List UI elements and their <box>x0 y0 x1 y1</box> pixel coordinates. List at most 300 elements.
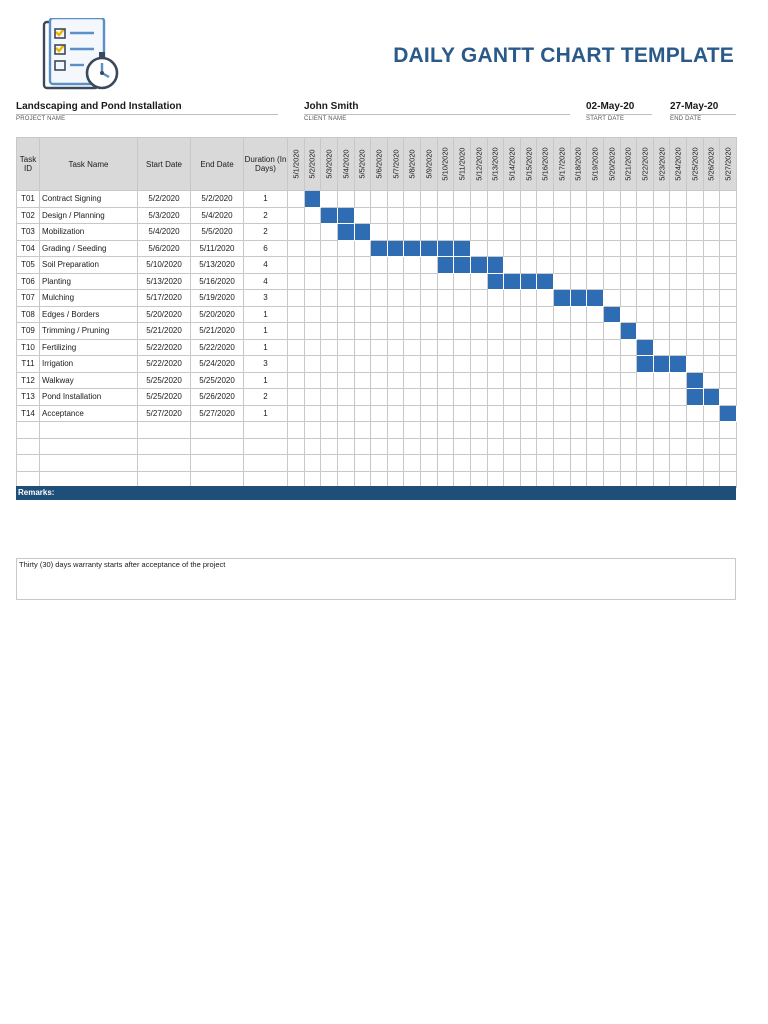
gantt-cell <box>687 273 704 290</box>
gantt-cell <box>437 191 454 208</box>
task-start-date: 5/17/2020 <box>138 290 191 307</box>
gantt-cell <box>620 339 637 356</box>
gantt-cell <box>321 389 338 406</box>
task-duration: 1 <box>244 191 288 208</box>
gantt-cell <box>470 323 487 340</box>
table-row[interactable] <box>17 323 737 340</box>
gantt-cell <box>687 455 704 472</box>
gantt-cell <box>504 455 521 472</box>
gantt-cell <box>387 191 404 208</box>
table-row[interactable] <box>17 372 737 389</box>
gantt-cell <box>337 323 354 340</box>
gantt-cell <box>288 273 305 290</box>
gantt-cell <box>337 438 354 455</box>
gantt-cell <box>603 356 620 373</box>
gantt-cell <box>537 372 554 389</box>
gantt-cell <box>487 306 504 323</box>
gantt-cell <box>288 191 305 208</box>
gantt-cell <box>504 207 521 224</box>
gantt-bar-cell <box>437 240 454 257</box>
gantt-cell <box>554 273 571 290</box>
gantt-cell <box>354 389 371 406</box>
gantt-cell <box>653 273 670 290</box>
empty-cell <box>138 422 191 439</box>
date-header <box>487 138 504 191</box>
gantt-cell <box>371 455 388 472</box>
gantt-cell <box>670 438 687 455</box>
gantt-cell <box>404 257 421 274</box>
empty-row[interactable] <box>17 455 737 472</box>
task-id: T07 <box>17 290 40 307</box>
date-header-label: 5/18/2020 <box>573 147 583 181</box>
gantt-cell <box>387 372 404 389</box>
gantt-cell <box>321 372 338 389</box>
gantt-cell <box>454 372 471 389</box>
gantt-cell <box>470 339 487 356</box>
gantt-cell <box>670 339 687 356</box>
gantt-cell <box>321 422 338 439</box>
date-header-label: 5/7/2020 <box>391 149 401 179</box>
gantt-cell <box>670 422 687 439</box>
gantt-cell <box>520 191 537 208</box>
task-end-date: 5/13/2020 <box>191 257 244 274</box>
project-name-field[interactable] <box>16 101 278 122</box>
gantt-cell <box>703 455 720 472</box>
gantt-cell <box>387 224 404 241</box>
gantt-cell <box>470 389 487 406</box>
table-row[interactable] <box>17 240 737 257</box>
gantt-cell <box>703 191 720 208</box>
gantt-cell <box>653 389 670 406</box>
date-header-label: 5/11/2020 <box>457 147 467 181</box>
gantt-cell <box>387 455 404 472</box>
gantt-cell <box>637 422 654 439</box>
gantt-cell <box>454 191 471 208</box>
gantt-cell <box>703 257 720 274</box>
gantt-cell <box>554 422 571 439</box>
date-header <box>720 138 737 191</box>
gantt-cell <box>720 290 737 307</box>
table-row[interactable] <box>17 389 737 406</box>
task-id: T08 <box>17 306 40 323</box>
gantt-cell <box>354 372 371 389</box>
gantt-cell <box>687 240 704 257</box>
task-id: T05 <box>17 257 40 274</box>
gantt-bar-cell <box>404 240 421 257</box>
remarks-header: Remarks: <box>16 486 736 500</box>
remarks-field[interactable]: Thirty (30) days warranty starts after acceptance of the project <box>16 558 736 600</box>
task-end-date: 5/21/2020 <box>191 323 244 340</box>
task-id: T12 <box>17 372 40 389</box>
empty-cell <box>244 422 288 439</box>
empty-cell <box>17 455 40 472</box>
gantt-cell <box>487 372 504 389</box>
table-row[interactable] <box>17 306 737 323</box>
gantt-bar-cell <box>321 207 338 224</box>
gantt-cell <box>603 438 620 455</box>
gantt-cell <box>337 405 354 422</box>
date-header <box>587 138 604 191</box>
date-header <box>520 138 537 191</box>
gantt-cell <box>520 224 537 241</box>
gantt-cell <box>354 438 371 455</box>
gantt-cell <box>620 240 637 257</box>
gantt-cell <box>437 224 454 241</box>
gantt-cell <box>653 257 670 274</box>
gantt-cell <box>304 207 321 224</box>
client-name-field[interactable] <box>304 101 570 122</box>
gantt-cell <box>603 323 620 340</box>
gantt-cell <box>354 191 371 208</box>
table-row[interactable] <box>17 290 737 307</box>
gantt-cell <box>637 224 654 241</box>
gantt-cell <box>337 339 354 356</box>
gantt-cell <box>620 257 637 274</box>
date-header-label: 5/3/2020 <box>324 149 334 179</box>
gantt-bar-cell <box>371 240 388 257</box>
gantt-cell <box>354 257 371 274</box>
gantt-cell <box>321 224 338 241</box>
task-duration: 3 <box>244 290 288 307</box>
gantt-cell <box>321 455 338 472</box>
date-header-label: 5/8/2020 <box>407 149 417 179</box>
gantt-cell <box>487 339 504 356</box>
gantt-cell <box>437 356 454 373</box>
gantt-cell <box>703 240 720 257</box>
gantt-cell <box>554 191 571 208</box>
gantt-cell <box>520 207 537 224</box>
empty-row[interactable] <box>17 438 737 455</box>
gantt-cell <box>321 405 338 422</box>
gantt-cell <box>387 339 404 356</box>
date-header <box>687 138 704 191</box>
gantt-cell <box>537 455 554 472</box>
gantt-cell <box>570 207 587 224</box>
gantt-cell <box>288 306 305 323</box>
date-header-label: 5/12/2020 <box>474 147 484 181</box>
gantt-cell <box>637 389 654 406</box>
gantt-cell <box>620 306 637 323</box>
gantt-cell <box>687 257 704 274</box>
client-name-value: John Smith <box>304 101 570 115</box>
gantt-cell <box>437 405 454 422</box>
gantt-cell <box>570 455 587 472</box>
gantt-cell <box>470 438 487 455</box>
gantt-cell <box>404 290 421 307</box>
gantt-cell <box>670 191 687 208</box>
gantt-cell <box>487 389 504 406</box>
table-row[interactable] <box>17 339 737 356</box>
gantt-cell <box>620 455 637 472</box>
task-end-date: 5/24/2020 <box>191 356 244 373</box>
gantt-bar-cell <box>637 339 654 356</box>
date-header <box>404 138 421 191</box>
gantt-cell <box>437 372 454 389</box>
task-start-date: 5/25/2020 <box>138 389 191 406</box>
gantt-cell <box>587 191 604 208</box>
gantt-cell <box>337 455 354 472</box>
gantt-cell <box>437 422 454 439</box>
gantt-cell <box>637 257 654 274</box>
gantt-cell <box>421 438 438 455</box>
gantt-cell <box>288 240 305 257</box>
gantt-bar-cell <box>487 257 504 274</box>
gantt-cell <box>354 290 371 307</box>
gantt-cell <box>520 372 537 389</box>
task-name: Grading / Seeding <box>40 240 138 257</box>
gantt-cell <box>371 273 388 290</box>
gantt-cell <box>670 372 687 389</box>
gantt-cell <box>720 207 737 224</box>
gantt-cell <box>504 438 521 455</box>
gantt-cell <box>304 389 321 406</box>
gantt-cell <box>421 224 438 241</box>
gantt-cell <box>454 455 471 472</box>
gantt-cell <box>720 438 737 455</box>
gantt-cell <box>537 306 554 323</box>
gantt-cell <box>288 438 305 455</box>
gantt-cell <box>504 257 521 274</box>
gantt-cell <box>487 224 504 241</box>
gantt-cell <box>670 224 687 241</box>
table-row[interactable] <box>17 207 737 224</box>
gantt-cell <box>554 438 571 455</box>
gantt-cell <box>620 273 637 290</box>
end-date-label: END DATE <box>670 116 702 122</box>
gantt-cell <box>371 339 388 356</box>
date-header <box>470 138 487 191</box>
gantt-cell <box>371 323 388 340</box>
gantt-cell <box>603 389 620 406</box>
gantt-cell <box>504 290 521 307</box>
date-header-label: 5/1/2020 <box>291 149 301 179</box>
gantt-cell <box>454 306 471 323</box>
col-header-start-date: Start Date <box>138 138 191 191</box>
gantt-cell <box>587 224 604 241</box>
task-start-date: 5/25/2020 <box>138 372 191 389</box>
start-date-field[interactable] <box>586 101 652 122</box>
gantt-bar-cell <box>537 273 554 290</box>
task-name: Pond Installation <box>40 389 138 406</box>
end-date-field[interactable] <box>670 101 736 122</box>
gantt-cell <box>670 273 687 290</box>
date-header <box>554 138 571 191</box>
gantt-cell <box>520 323 537 340</box>
gantt-cell <box>337 257 354 274</box>
gantt-cell <box>487 438 504 455</box>
gantt-cell <box>321 240 338 257</box>
gantt-cell <box>587 405 604 422</box>
date-header <box>537 138 554 191</box>
gantt-cell <box>620 290 637 307</box>
gantt-cell <box>337 191 354 208</box>
gantt-cell <box>337 356 354 373</box>
gantt-cell <box>354 306 371 323</box>
task-id: T01 <box>17 191 40 208</box>
gantt-cell <box>570 405 587 422</box>
gantt-cell <box>354 207 371 224</box>
gantt-cell <box>603 405 620 422</box>
table-row[interactable] <box>17 273 737 290</box>
gantt-cell <box>437 306 454 323</box>
task-start-date: 5/3/2020 <box>138 207 191 224</box>
gantt-cell <box>387 356 404 373</box>
gantt-cell <box>537 224 554 241</box>
gantt-bar-cell <box>687 389 704 406</box>
gantt-cell <box>371 290 388 307</box>
gantt-cell <box>720 273 737 290</box>
gantt-cell <box>603 240 620 257</box>
gantt-cell <box>321 356 338 373</box>
gantt-cell <box>421 389 438 406</box>
gantt-cell <box>670 405 687 422</box>
date-header <box>653 138 670 191</box>
gantt-cell <box>288 422 305 439</box>
gantt-cell <box>520 240 537 257</box>
gantt-cell <box>687 306 704 323</box>
gantt-cell <box>504 356 521 373</box>
date-header-label: 5/23/2020 <box>657 147 667 181</box>
gantt-bar-cell <box>670 356 687 373</box>
date-header-label: 5/27/2020 <box>723 147 733 181</box>
gantt-cell <box>354 405 371 422</box>
task-duration: 6 <box>244 240 288 257</box>
gantt-cell <box>687 422 704 439</box>
gantt-cell <box>720 306 737 323</box>
gantt-cell <box>354 323 371 340</box>
gantt-cell <box>371 372 388 389</box>
gantt-cell <box>487 323 504 340</box>
gantt-bar-cell <box>687 372 704 389</box>
date-header <box>371 138 388 191</box>
gantt-cell <box>653 191 670 208</box>
gantt-cell <box>620 224 637 241</box>
gantt-cell <box>354 422 371 439</box>
gantt-cell <box>554 372 571 389</box>
gantt-cell <box>537 240 554 257</box>
table-row[interactable] <box>17 405 737 422</box>
gantt-cell <box>620 438 637 455</box>
gantt-cell <box>653 290 670 307</box>
table-row[interactable] <box>17 224 737 241</box>
gantt-cell <box>470 224 487 241</box>
date-header <box>437 138 454 191</box>
gantt-cell <box>354 339 371 356</box>
gantt-cell <box>404 191 421 208</box>
gantt-bar-cell <box>620 323 637 340</box>
gantt-cell <box>620 389 637 406</box>
col-header-task-name: Task Name <box>40 138 138 191</box>
project-name-value: Landscaping and Pond Installation <box>16 101 278 115</box>
gantt-cell <box>470 422 487 439</box>
gantt-cell <box>570 372 587 389</box>
empty-cell <box>17 438 40 455</box>
gantt-cell <box>720 339 737 356</box>
gantt-cell <box>620 405 637 422</box>
gantt-cell <box>720 422 737 439</box>
col-header-task-id: Task ID <box>17 138 40 191</box>
gantt-cell <box>703 290 720 307</box>
gantt-cell <box>570 306 587 323</box>
gantt-cell <box>371 389 388 406</box>
date-header <box>620 138 637 191</box>
gantt-cell <box>288 323 305 340</box>
task-start-date: 5/10/2020 <box>138 257 191 274</box>
task-duration: 1 <box>244 323 288 340</box>
date-header <box>703 138 720 191</box>
gantt-cell <box>487 240 504 257</box>
date-header <box>637 138 654 191</box>
date-header <box>321 138 338 191</box>
gantt-cell <box>703 405 720 422</box>
gantt-cell <box>454 224 471 241</box>
gantt-cell <box>387 207 404 224</box>
gantt-cell <box>520 455 537 472</box>
gantt-cell <box>653 422 670 439</box>
gantt-cell <box>653 438 670 455</box>
gantt-cell <box>687 323 704 340</box>
gantt-cell <box>554 224 571 241</box>
gantt-cell <box>304 339 321 356</box>
gantt-bar-cell <box>337 224 354 241</box>
gantt-cell <box>603 224 620 241</box>
col-header-end-date: End Date <box>191 138 244 191</box>
gantt-cell <box>603 422 620 439</box>
gantt-cell <box>304 273 321 290</box>
gantt-cell <box>371 356 388 373</box>
gantt-cell <box>288 356 305 373</box>
task-start-date: 5/4/2020 <box>138 224 191 241</box>
gantt-cell <box>520 422 537 439</box>
date-header-label: 5/6/2020 <box>374 149 384 179</box>
gantt-cell <box>570 257 587 274</box>
date-header <box>387 138 404 191</box>
gantt-cell <box>470 455 487 472</box>
gantt-cell <box>520 356 537 373</box>
task-id: T09 <box>17 323 40 340</box>
gantt-cell <box>653 405 670 422</box>
gantt-cell <box>720 455 737 472</box>
gantt-cell <box>288 224 305 241</box>
gantt-cell <box>304 240 321 257</box>
empty-cell <box>138 438 191 455</box>
gantt-cell <box>454 339 471 356</box>
task-name: Acceptance <box>40 405 138 422</box>
date-header-label: 5/15/2020 <box>524 147 534 181</box>
table-row[interactable] <box>17 356 737 373</box>
gantt-cell <box>587 273 604 290</box>
table-row[interactable] <box>17 191 737 208</box>
gantt-cell <box>437 339 454 356</box>
table-row[interactable] <box>17 257 737 274</box>
task-end-date: 5/2/2020 <box>191 191 244 208</box>
gantt-cell <box>404 323 421 340</box>
gantt-cell <box>570 339 587 356</box>
date-header-label: 5/13/2020 <box>490 147 500 181</box>
gantt-cell <box>653 455 670 472</box>
task-id: T13 <box>17 389 40 406</box>
gantt-cell <box>304 306 321 323</box>
gantt-cell <box>304 356 321 373</box>
empty-row[interactable] <box>17 422 737 439</box>
gantt-cell <box>603 191 620 208</box>
gantt-cell <box>620 372 637 389</box>
gantt-cell <box>637 273 654 290</box>
gantt-cell <box>670 257 687 274</box>
gantt-cell <box>337 273 354 290</box>
date-header-label: 5/17/2020 <box>557 147 567 181</box>
gantt-cell <box>570 323 587 340</box>
